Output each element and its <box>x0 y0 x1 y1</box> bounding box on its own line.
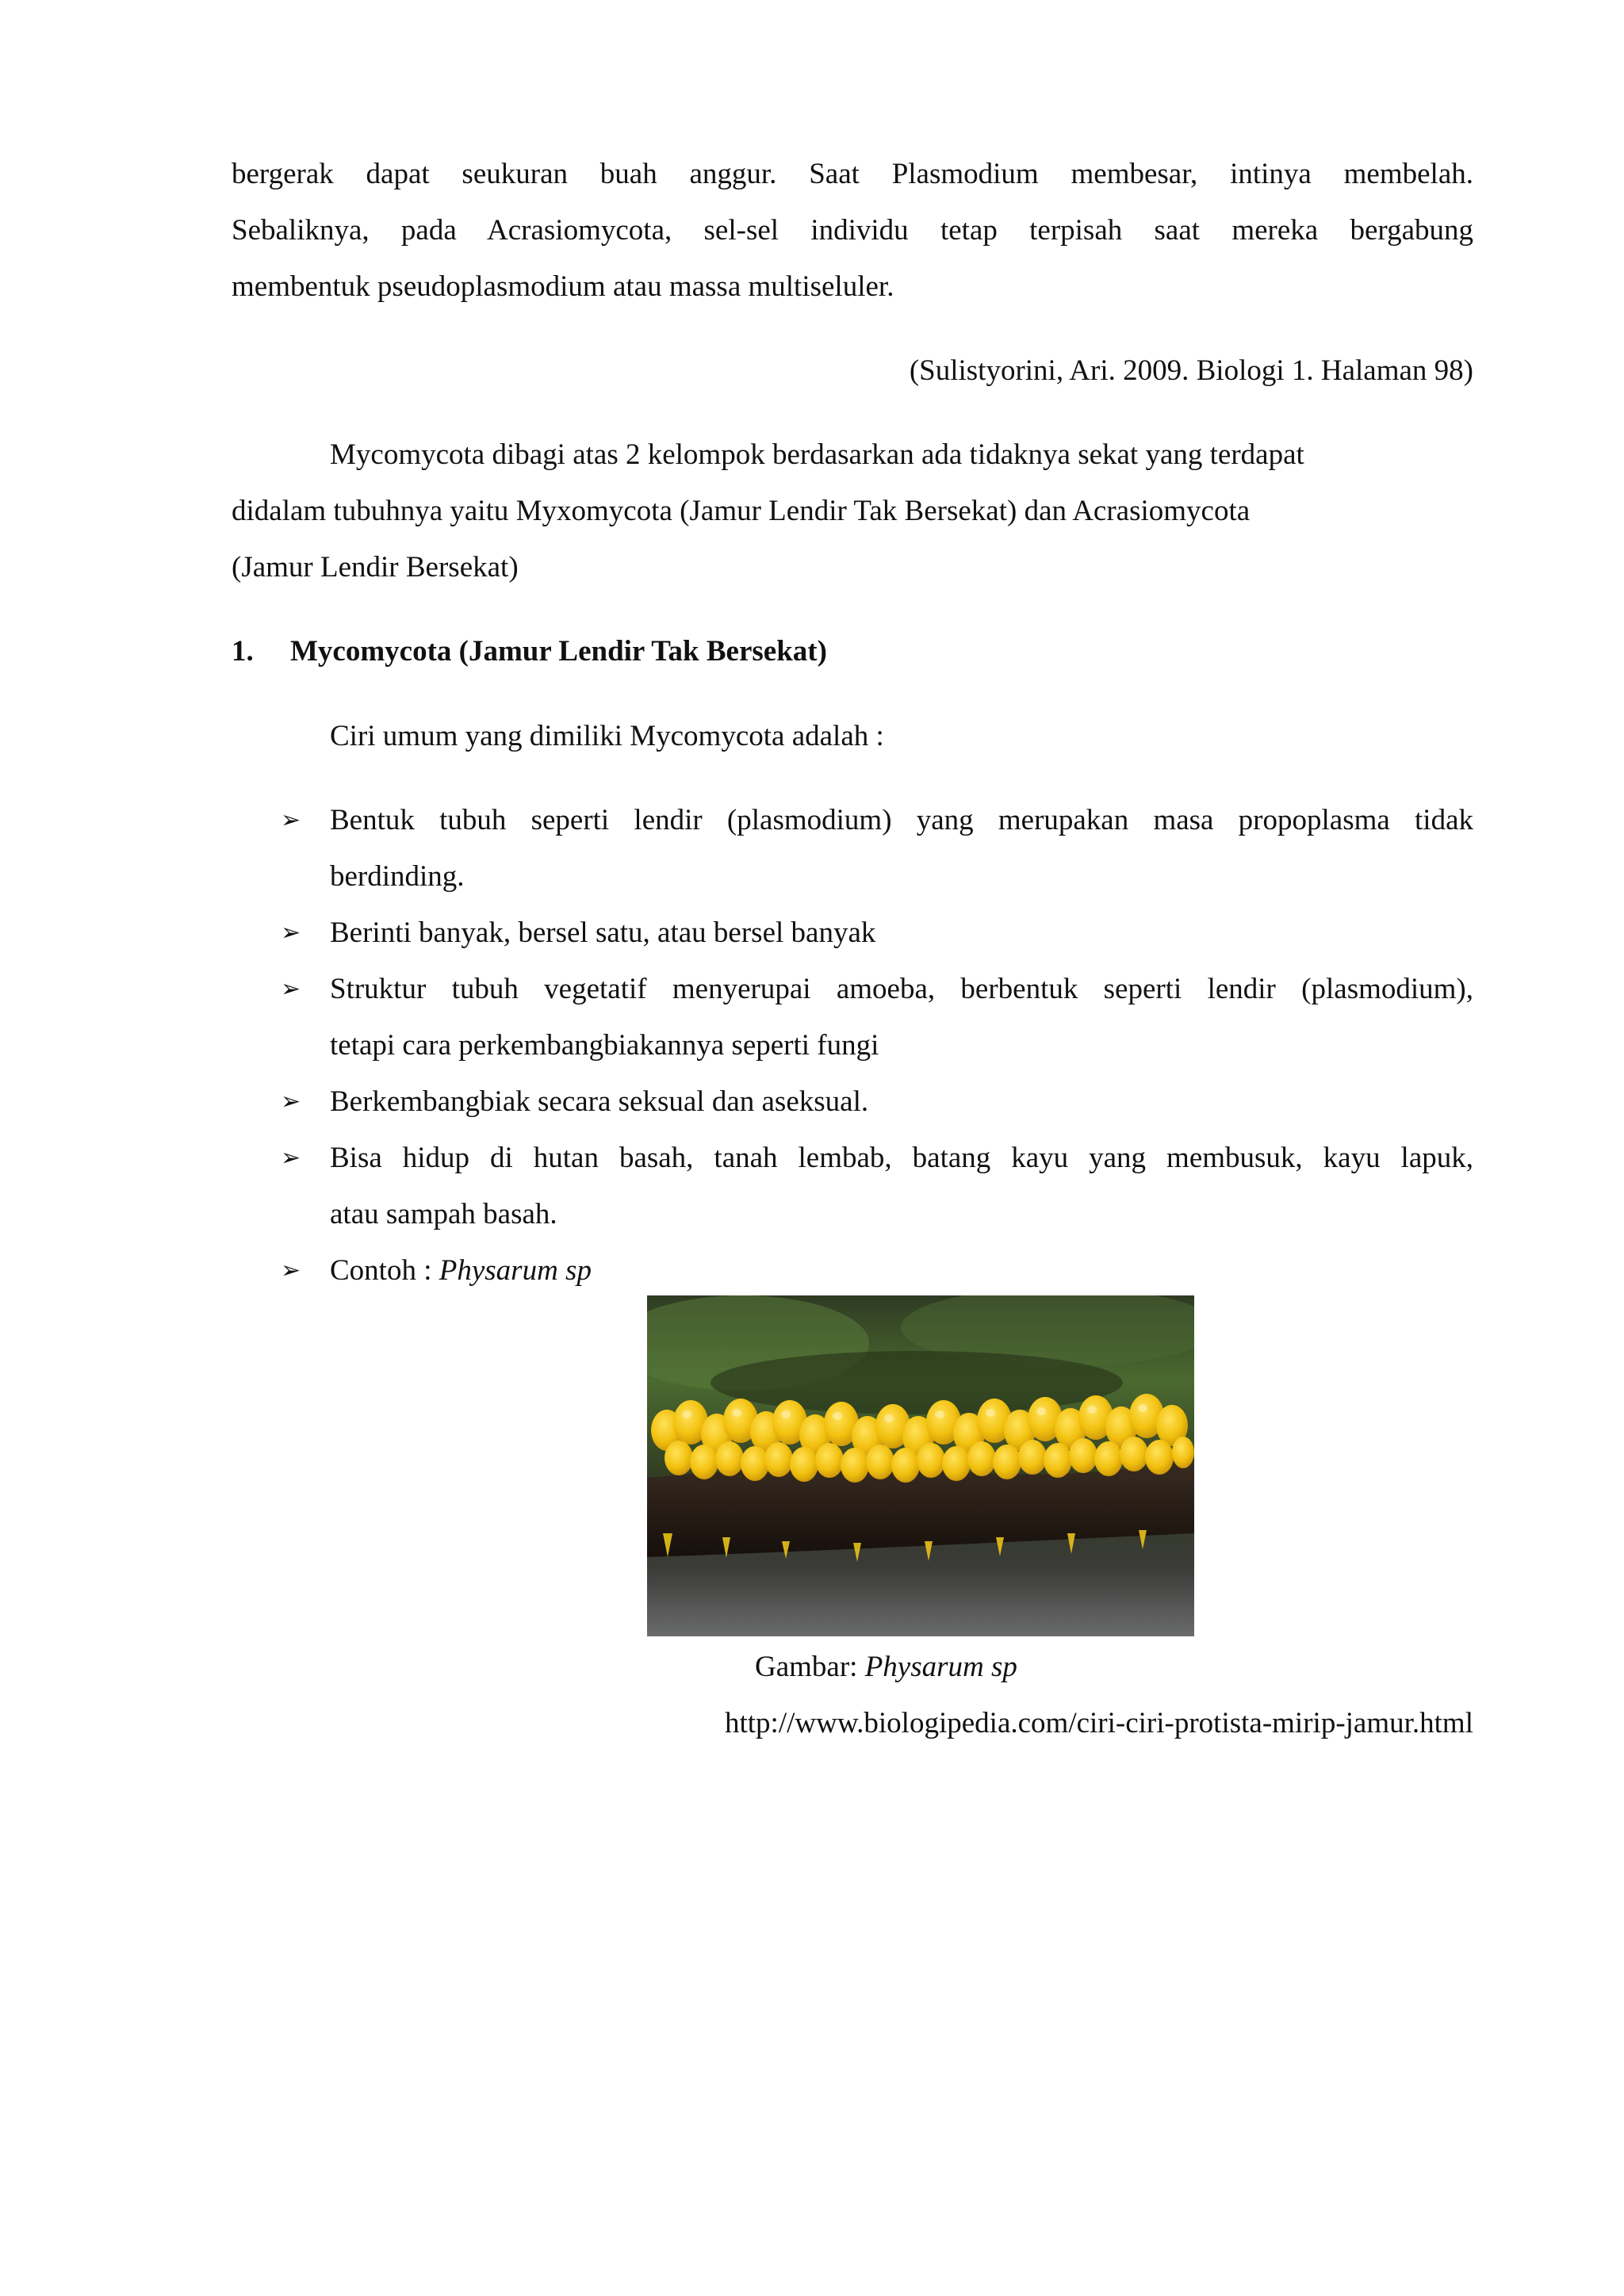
physarum-photo <box>647 1295 1194 1636</box>
citation: (Sulistyorini, Ari. 2009. Biologi 1. Halaman 98) <box>909 354 1473 387</box>
list-item-text: Berinti banyak, bersel satu, atau bersel banyak <box>330 916 876 949</box>
paragraph-plasmodium <box>232 146 1473 315</box>
arrow-bullet-icon: ➢ <box>281 1257 301 1284</box>
list-item-line: Bisa hidup di hutan basah, tanah lembab, batang kayu yang membusuk, kayu lapuk, <box>330 1142 1473 1174</box>
arrow-bullet-icon: ➢ <box>281 975 301 1003</box>
list-item-line: Struktur tubuh vegetatif menyerupai amoeba, berbentuk seperti lendir (plasmodium), <box>330 973 1473 1005</box>
arrow-bullet-icon: ➢ <box>281 1088 301 1115</box>
list-item-text <box>330 1130 1473 1242</box>
list-item <box>281 1073 1473 1130</box>
physarum-photo-illustration <box>647 1295 1194 1636</box>
section-number: 1. <box>232 635 254 668</box>
example-species: Physarum sp <box>439 1254 592 1287</box>
list-item-text <box>330 961 1473 1073</box>
list-item-line: atau sampah basah. <box>330 1198 557 1230</box>
paragraph-line: didalam tubuhnya yaitu Myxomycota (Jamur Lendir Tak Bersekat) dan Acrasiomycota <box>232 495 1251 527</box>
list-item-text <box>330 792 1473 905</box>
list-item-line: berdinding. <box>330 860 465 893</box>
list-item-line: tetapi cara perkembangbiakannya seperti fungi <box>330 1029 879 1062</box>
figure-source-url: http://www.biologipedia.com/ciri-ciri-protista-mirip-jamur.html <box>725 1707 1473 1739</box>
figure-caption <box>755 1639 1017 1695</box>
caption-label: Gambar: <box>755 1651 865 1683</box>
list-item-text <box>330 1242 1473 1299</box>
list-item-text: Berkembangbiak secara seksual dan aseksual. <box>330 1085 869 1118</box>
list-item <box>281 792 1473 905</box>
characteristics-intro: Ciri umum yang dimiliki Mycomycota adalah : <box>330 720 884 752</box>
list-item <box>281 961 1473 1073</box>
paragraph-line: membentuk pseudoplasmodium atau massa multiseluler. <box>232 270 894 303</box>
paragraph-line: Sebaliknya, pada Acrasiomycota, sel-sel individu tetap terpisah saat mereka bergabung <box>232 214 1473 247</box>
list-item <box>281 1130 1473 1242</box>
paragraph-intro <box>232 427 1473 595</box>
list-item <box>281 1242 1473 1299</box>
paragraph-line: bergerak dapat seukuran buah anggur. Saat Plasmodium membesar, intinya membelah. <box>232 158 1473 190</box>
list-item-line: Bentuk tubuh seperti lendir (plasmodium) yang merupakan masa propoplasma tidak <box>330 804 1473 836</box>
arrow-bullet-icon: ➢ <box>281 1144 301 1172</box>
paragraph-line: Mycomycota dibagi atas 2 kelompok berdasarkan ada tidaknya sekat yang terdapat <box>330 438 1304 471</box>
caption-species: Physarum sp <box>864 1651 1017 1683</box>
arrow-bullet-icon: ➢ <box>281 919 301 947</box>
section-heading <box>232 623 827 679</box>
example-label: Contoh : <box>330 1254 439 1287</box>
list-item <box>281 905 1473 961</box>
arrow-bullet-icon: ➢ <box>281 806 301 834</box>
paragraph-line: (Jamur Lendir Bersekat) <box>232 551 519 584</box>
characteristics-list <box>281 792 1473 1299</box>
section-title: Mycomycota (Jamur Lendir Tak Bersekat) <box>290 635 827 668</box>
